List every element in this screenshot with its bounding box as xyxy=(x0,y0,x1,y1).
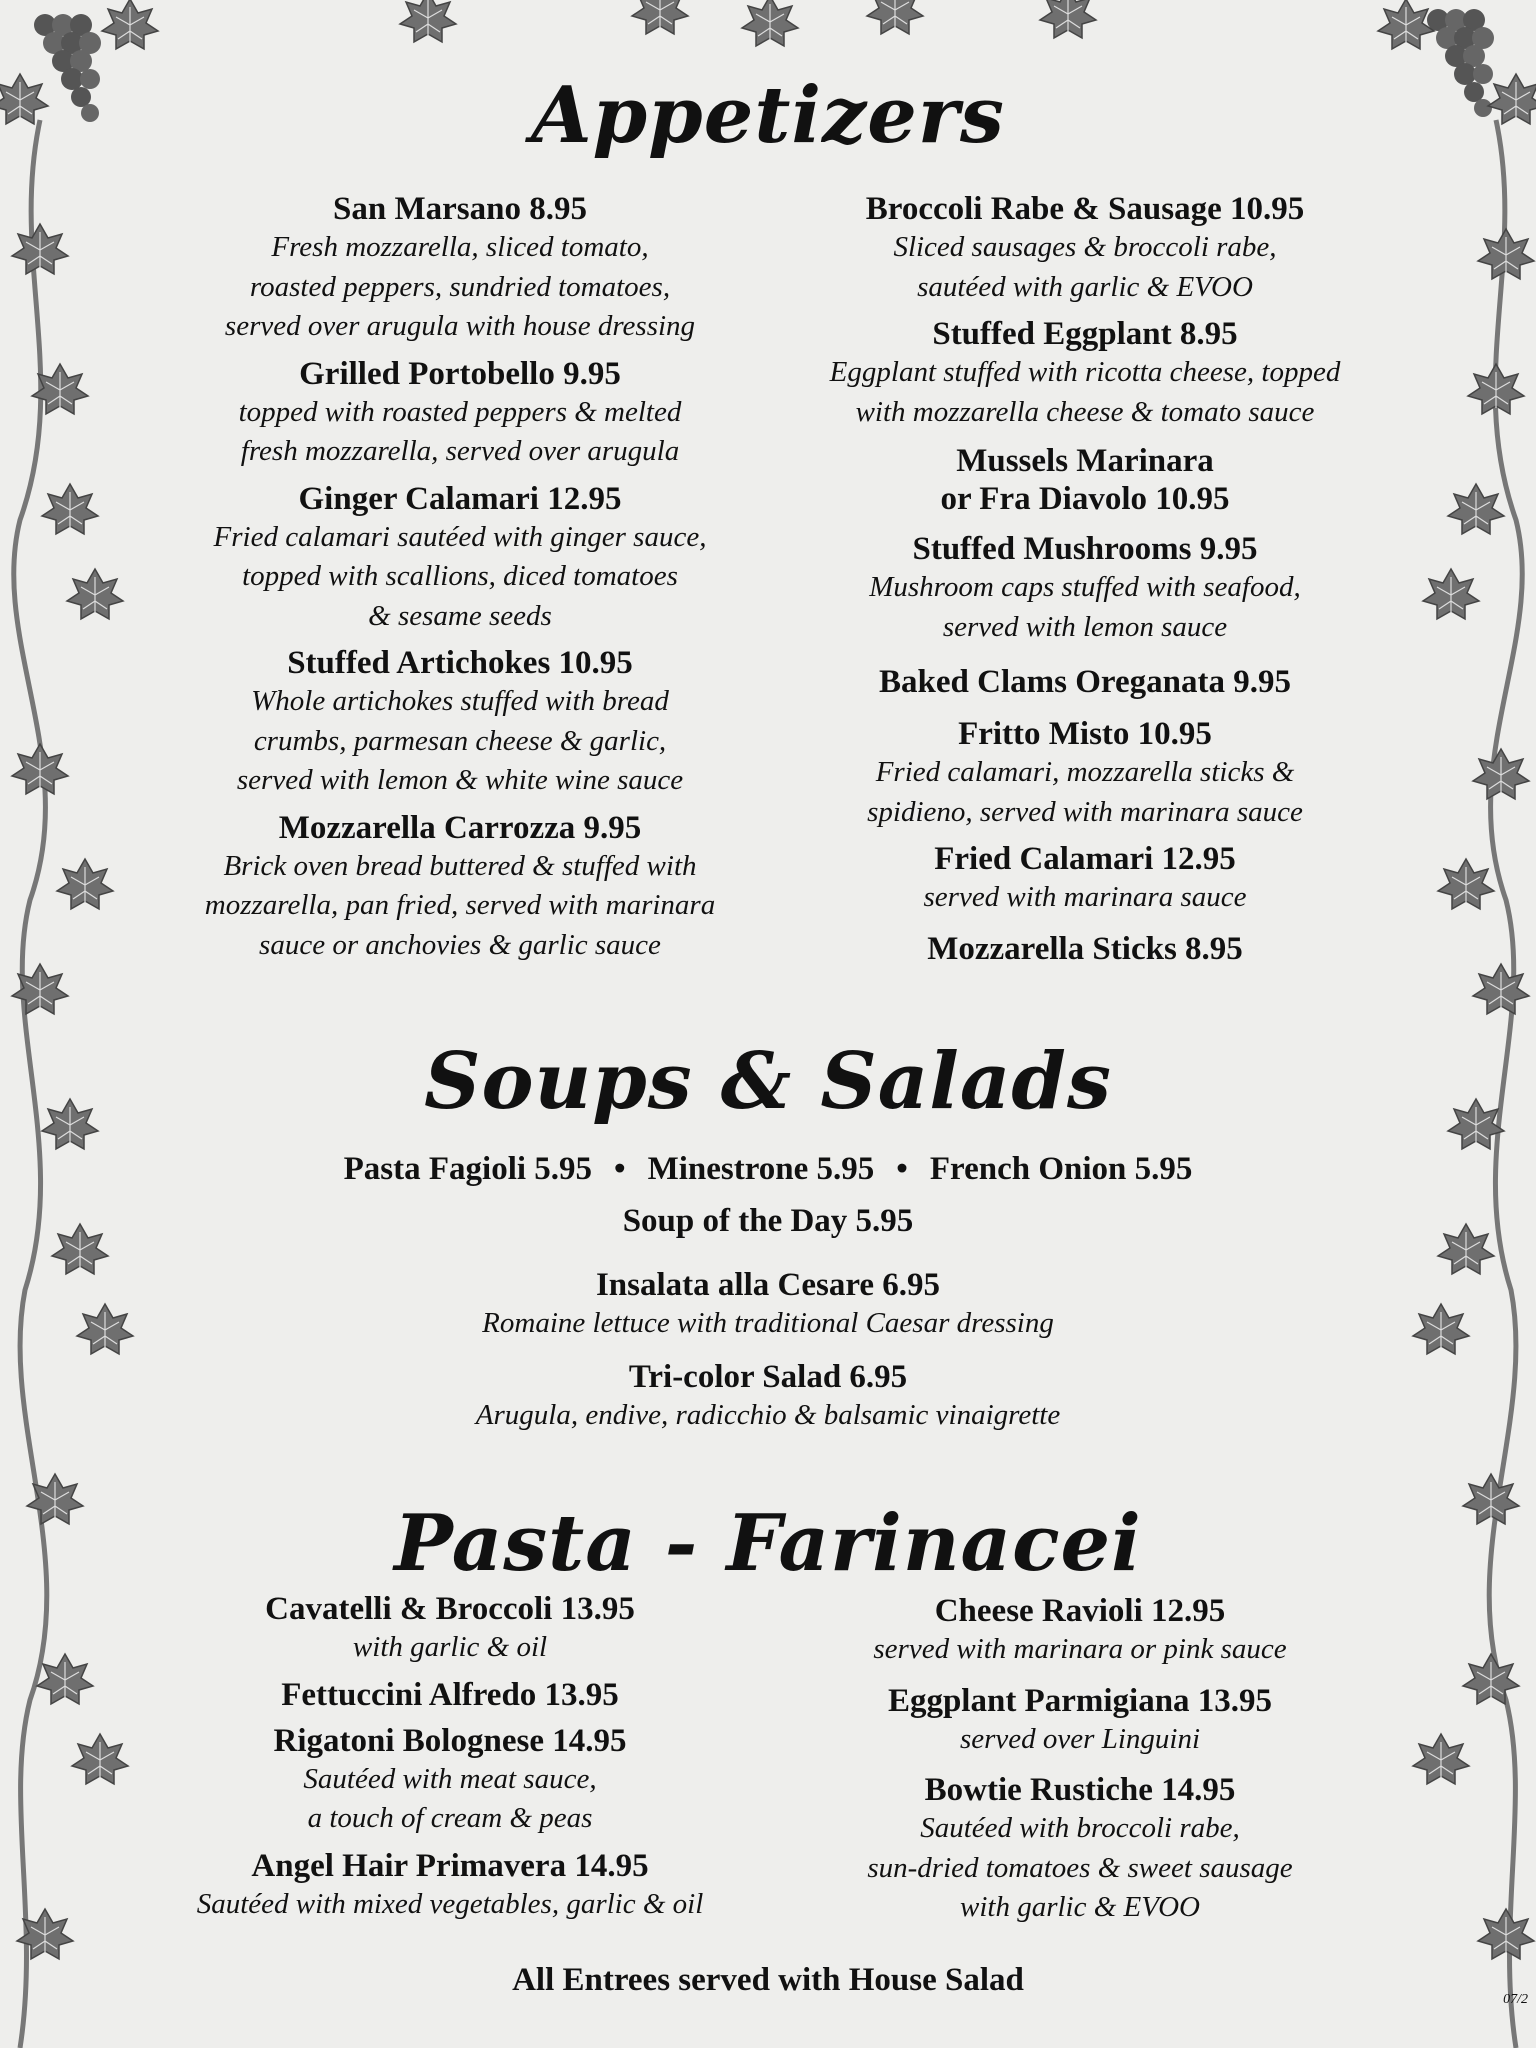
menu-item xyxy=(140,644,780,801)
item-desc: topped with roasted peppers & melted xyxy=(238,395,682,428)
item-name: Mozzarella Carrozza 9.95 xyxy=(278,809,642,846)
item-name: Fried Calamari 12.95 xyxy=(934,841,1236,877)
menu-item xyxy=(140,355,780,472)
item-desc: a touch of cream & peas xyxy=(307,1802,593,1834)
appetizers-right-column xyxy=(770,190,1400,968)
item-name: Grilled Portobello 9.95 xyxy=(299,355,621,392)
pasta-left-column xyxy=(140,1590,760,1924)
menu-item xyxy=(140,1676,760,1714)
appetizers-left-column xyxy=(140,190,780,965)
item-desc: with garlic & oil xyxy=(352,1631,548,1663)
item-desc: Romaine lettuce with traditional Caesar dressing xyxy=(482,1307,1054,1339)
menu-item xyxy=(780,1592,1380,1670)
item-name: Fettuccini Alfredo 13.95 xyxy=(281,1676,619,1713)
soup-item: Pasta Fagioli 5.95 xyxy=(343,1151,593,1187)
item-desc: Sautéed with meat sauce, xyxy=(303,1762,597,1795)
item-name: Stuffed Mushrooms 9.95 xyxy=(912,531,1258,567)
bullet-separator: • xyxy=(896,1151,908,1187)
menu-item xyxy=(140,190,780,347)
soup-list xyxy=(0,1150,1536,1188)
item-desc: sun-dried tomatoes & sweet sausage xyxy=(867,1851,1293,1884)
item-desc: with garlic & EVOO xyxy=(960,1891,1200,1923)
menu-item xyxy=(770,715,1400,832)
item-desc: Fried calamari sautéed with ginger sauce, xyxy=(213,520,707,553)
item-name: Broccoli Rabe & Sausage 10.95 xyxy=(865,191,1305,227)
item-name: Ginger Calamari 12.95 xyxy=(298,480,622,517)
menu-item xyxy=(770,190,1400,307)
item-desc: served with lemon sauce xyxy=(942,610,1228,643)
item-name: Mussels Marinara xyxy=(956,443,1214,479)
item-name: Stuffed Eggplant 8.95 xyxy=(932,316,1238,352)
item-name: Rigatoni Bolognese 14.95 xyxy=(273,1722,627,1759)
item-desc: with mozzarella cheese & tomato sauce xyxy=(855,395,1315,428)
item-desc: & sesame seeds xyxy=(368,599,552,632)
item-desc: served with marinara or pink sauce xyxy=(873,1633,1287,1665)
item-desc: Fried calamari, mozzarella sticks & xyxy=(875,756,1295,788)
appetizers-heading: Appetizers xyxy=(531,70,1005,161)
item-desc: Arugula, endive, radicchio & balsamic vinaigrette xyxy=(475,1399,1061,1431)
item-desc: served with marinara sauce xyxy=(923,881,1247,913)
item-name: Cavatelli & Broccoli 13.95 xyxy=(265,1591,635,1627)
item-name: Fritto Misto 10.95 xyxy=(958,716,1212,752)
item-desc: Brick oven bread buttered & stuffed with xyxy=(223,849,697,882)
menu-item xyxy=(780,1682,1380,1760)
item-desc: topped with scallions, diced tomatoes xyxy=(242,560,678,592)
menu-item xyxy=(140,1590,760,1668)
item-desc: sauce or anchovies & garlic sauce xyxy=(259,928,661,961)
item-desc: Fresh mozzarella, sliced tomato, xyxy=(271,231,649,263)
item-name: Mozzarella Sticks 8.95 xyxy=(927,930,1243,967)
menu-item xyxy=(770,840,1400,918)
bullet-separator: • xyxy=(614,1151,626,1187)
item-desc: Eggplant stuffed with ricotta cheese, topped xyxy=(829,356,1341,388)
item-desc: Sautéed with mixed vegetables, garlic & oil xyxy=(196,1887,704,1920)
soup-of-the-day xyxy=(0,1202,1536,1240)
item-desc: Whole artichokes stuffed with bread xyxy=(251,685,669,717)
item-name: Baked Clams Oreganata 9.95 xyxy=(879,664,1291,700)
item-name: Soup of the Day 5.95 xyxy=(622,1203,914,1239)
menu-item xyxy=(140,480,780,637)
item-name-cont: or Fra Diavolo 10.95 xyxy=(940,481,1230,517)
item-desc: roasted peppers, sundried tomatoes, xyxy=(249,270,671,303)
footer-note: All Entrees served with House Salad xyxy=(512,1962,1024,1998)
print-date: 07/2 xyxy=(1503,1992,1528,2007)
item-desc: served over Linguini xyxy=(959,1722,1200,1755)
item-desc: fresh mozzarella, served over arugula xyxy=(240,435,680,467)
menu-item xyxy=(770,315,1400,432)
menu-item xyxy=(770,930,1400,968)
item-desc: served with lemon & white wine sauce xyxy=(236,764,684,796)
soup-item: Minestrone 5.95 xyxy=(647,1151,875,1187)
menu-item xyxy=(140,809,780,966)
menu-item xyxy=(770,663,1400,701)
item-name: San Marsano 8.95 xyxy=(333,191,587,227)
salad-item xyxy=(0,1266,1536,1344)
menu-item xyxy=(770,442,1400,518)
item-desc: Mushroom caps stuffed with seafood, xyxy=(869,571,1301,603)
item-desc: Sliced sausages & broccoli rabe, xyxy=(893,231,1277,263)
pasta-right-column xyxy=(780,1592,1380,1928)
item-desc: served over arugula with house dressing xyxy=(224,310,696,342)
item-desc: Sautéed with broccoli rabe, xyxy=(920,1812,1240,1844)
item-name: Stuffed Artichokes 10.95 xyxy=(287,645,633,681)
item-desc: sautéed with garlic & EVOO xyxy=(917,270,1253,303)
salad-item xyxy=(0,1358,1536,1436)
item-name: Tri-color Salad 6.95 xyxy=(628,1359,908,1395)
grapevine-top-decoration xyxy=(0,0,1536,70)
item-name: Insalata alla Cesare 6.95 xyxy=(595,1267,941,1303)
menu-item xyxy=(140,1722,760,1839)
item-desc: mozzarella, pan fried, served with marinara xyxy=(204,889,716,921)
item-name: Eggplant Parmigiana 13.95 xyxy=(887,1682,1273,1719)
item-name: Cheese Ravioli 12.95 xyxy=(934,1593,1226,1629)
item-name: Bowtie Rustiche 14.95 xyxy=(924,1772,1236,1808)
soup-item: French Onion 5.95 xyxy=(929,1151,1193,1187)
menu-item xyxy=(140,1847,760,1925)
item-name: Angel Hair Primavera 14.95 xyxy=(251,1847,649,1884)
item-desc: spidieno, served with marinara sauce xyxy=(867,795,1303,828)
pasta-heading: Pasta - Farinacei xyxy=(394,1498,1142,1589)
menu-item xyxy=(770,530,1400,647)
soups-salads-heading: Soups & Salads xyxy=(424,1036,1112,1127)
item-desc: crumbs, parmesan cheese & garlic, xyxy=(253,724,667,757)
menu-item xyxy=(780,1771,1380,1928)
